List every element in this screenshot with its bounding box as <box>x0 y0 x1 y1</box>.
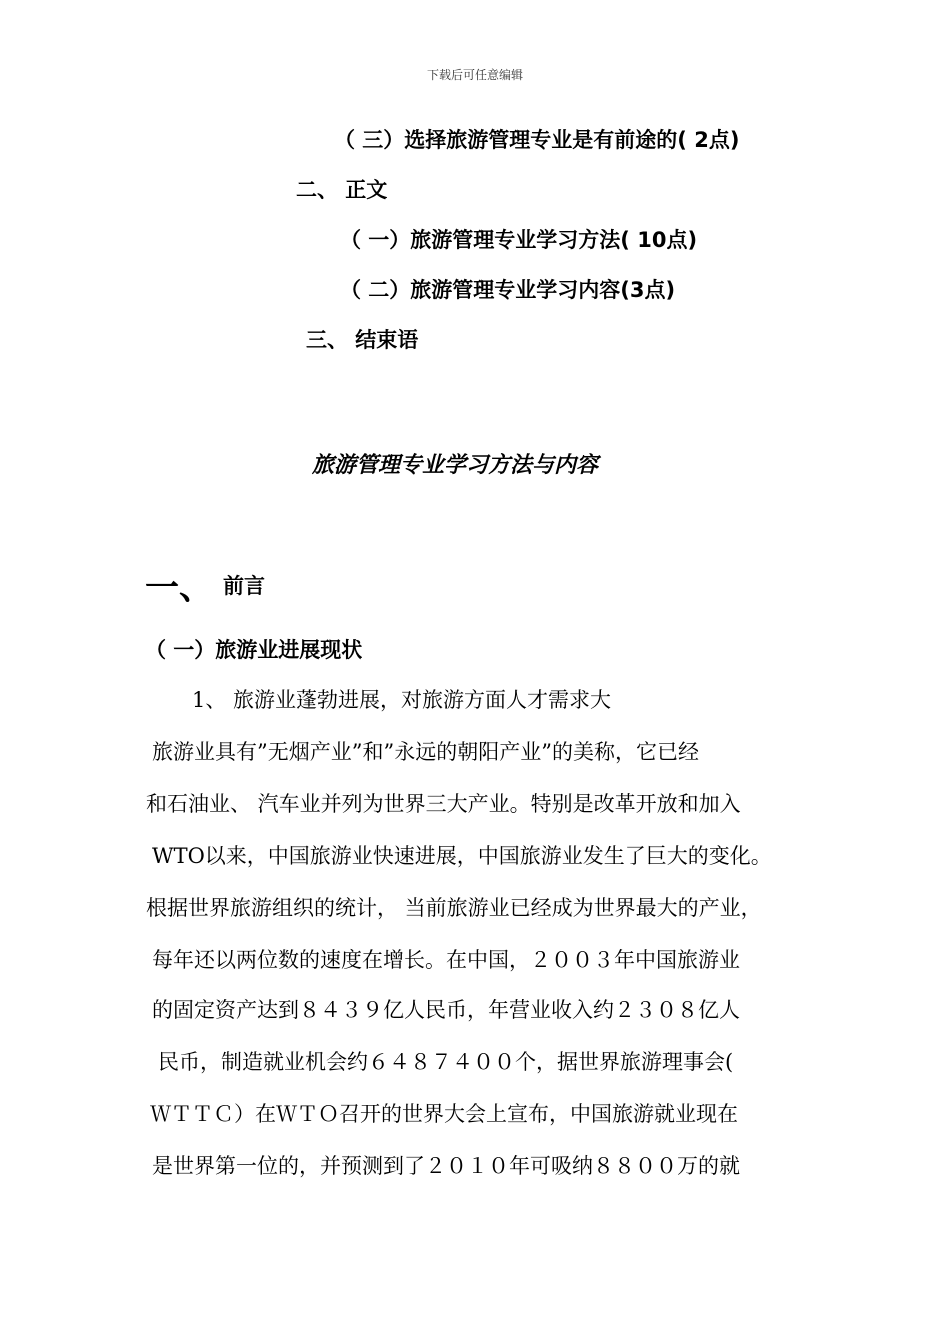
section-number: 一、 <box>145 568 213 608</box>
paragraph-line-5: 根据世界旅游组织的统计， 当前旅游业已经成为世界最大的产业， <box>146 896 762 920</box>
paragraph-line-7: 的固定资产达到８４３９亿人民币，年营业收入约２３０８亿人 <box>152 998 740 1022</box>
toc-item-2-1: （ 一）旅游管理专业学习方法( 10点) <box>340 228 698 252</box>
page-header-note: 下载后可任意编辑 <box>426 68 523 82</box>
toc-item-2-2: （ 二）旅游管理专业学习内容(3点) <box>340 278 676 302</box>
paragraph-line-9: ＷＴＴＣ）在ＷＴＯ召开的世界大会上宣布，中国旅游就业现在 <box>150 1102 738 1126</box>
paragraph-line-8: 民币，制造就业机会约６４８７４００个，据世界旅游理事会( <box>158 1050 734 1074</box>
subsection-heading: （ 一）旅游业进展现状 <box>145 638 363 662</box>
paragraph-line-4: WTO以来，中国旅游业快速进展，中国旅游业发生了巨大的变化。 <box>152 844 772 868</box>
document-title: 旅游管理专业学习方法与内容 <box>311 452 598 478</box>
toc-section-3: 三、 结束语 <box>306 328 419 352</box>
section-heading <box>145 560 265 609</box>
toc-item-3: （ 三）选择旅游管理专业是有前途的( 2点) <box>334 128 740 152</box>
paragraph-line-3: 和石油业、 汽车业并列为世界三大产业。特别是改革开放和加入 <box>146 792 741 816</box>
toc-section-2: 二、 正文 <box>296 178 388 202</box>
paragraph-line-2: 旅游业具有”无烟产业”和”永远的朝阳产业”的美称，它已经 <box>152 740 699 764</box>
paragraph-line-6: 每年还以两位数的速度在增长。在中国，２００３年中国旅游业 <box>152 948 740 972</box>
section-heading-text: 前言 <box>223 573 265 598</box>
paragraph-line-10: 是世界第一位的，并预测到了２０１０年可吸纳８８００万的就 <box>152 1154 740 1178</box>
paragraph-line-1: 1、 旅游业蓬勃进展，对旅游方面人才需求大 <box>192 688 612 712</box>
